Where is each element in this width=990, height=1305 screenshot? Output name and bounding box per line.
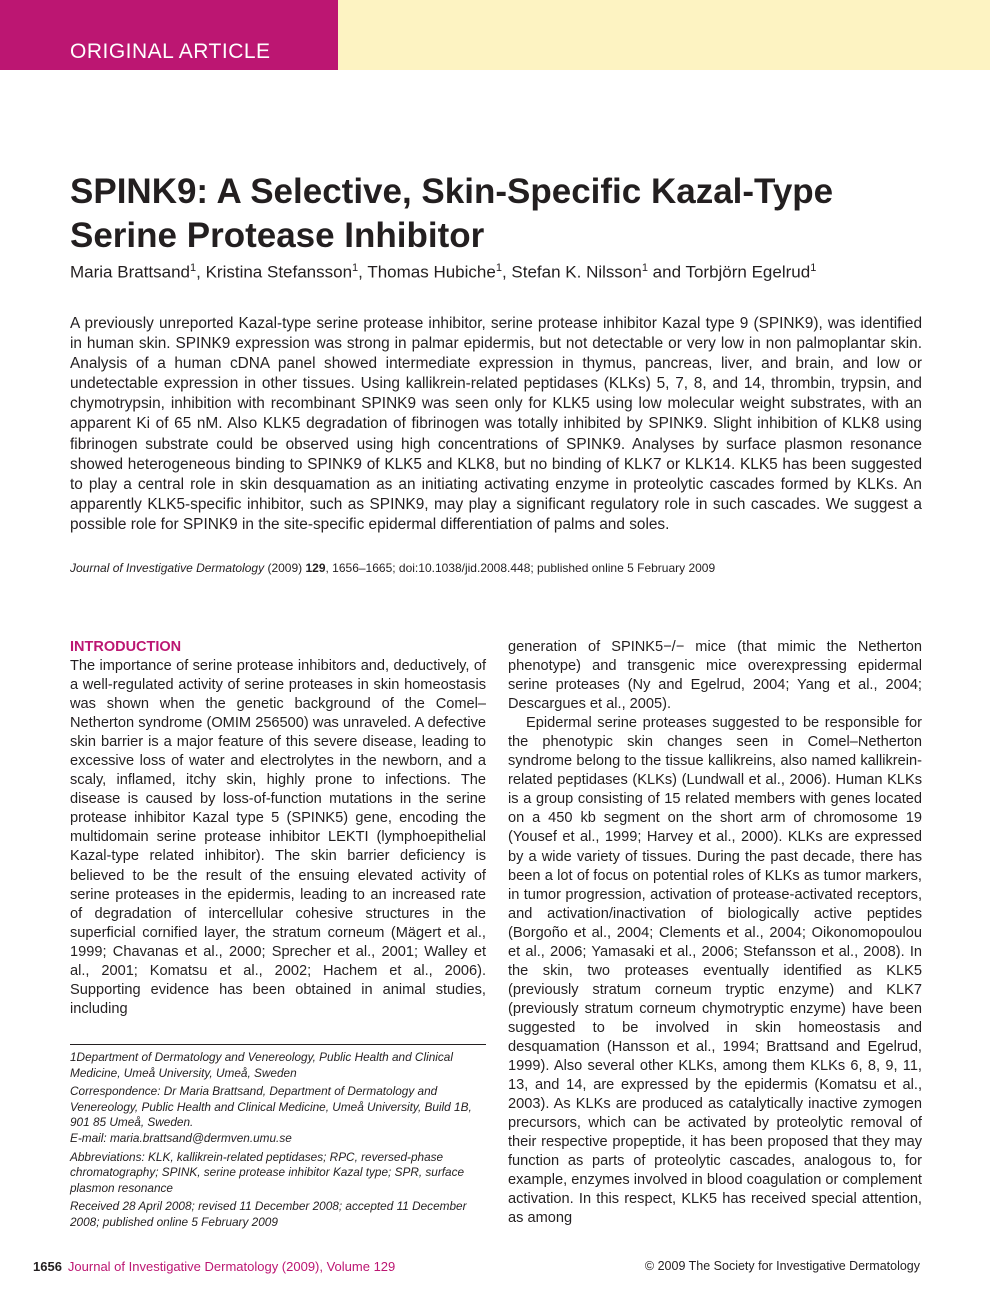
footnote-abbreviations: Abbreviations: KLK, kallikrein-related peptidases; RPC, reversed-phase chromatography; SPINK, serine protease inhibitor Kazal type; SPR, surface plasmon resonance [70,1149,465,1195]
author-separator: and [647,262,686,282]
footnote-divider [70,1044,486,1045]
footnote-affiliation: 1Department of Dermatology and Venereology, Public Health and Clinical Medicine, Umeå University, Umeå, Sweden [70,1050,453,1080]
author-separator: , [358,262,368,282]
footnotes [70,1050,486,1234]
affiliation-marker: 1 [352,262,359,274]
left-column [70,638,486,1019]
author-list [70,262,816,283]
author-name: Stefan K. Nilsson [511,262,642,282]
citation-year: (2009) [267,561,303,575]
author-separator: , [501,262,512,282]
citation-journal: Journal of Investigative Dermatology [70,561,265,575]
footnote-correspondence [70,1084,486,1146]
article-title: SPINK9: A Selective, Skin-Specific Kazal-Type Serine Protease Inhibitor [70,172,834,255]
page-number: 1656 [33,1259,62,1274]
author-name: Maria Brattsand [70,262,190,282]
affiliation-marker: 1 [495,262,502,274]
page-footer-left [33,1259,395,1274]
section-heading-introduction: INTRODUCTION [70,639,182,655]
body-paragraph: generation of SPINK5−/− mice (that mimic the Netherton phenotype) and transgenic mice overexpressing epidermal serine proteases (Ny and Egelrud, 2004; Yang et al., 2004; Descargues et al., 2005). [508,639,922,713]
body-paragraph: The importance of serine protease inhibitors and, deductively, of a well-regulated activity of serine proteases in skin homeostasis was shown when the genetic background of the Comel–Netherton syndrome (OMIM 256500) was unraveled. A defective skin barrier is a major feature of this severe disease, leading to excessive loss of water and electrolytes in the newborn, and a scaly, inflamed, itchy skin, highly prone to infections. The disease is caused by loss-of-function mutations in the serine protease inhibitor Kazal type 5 (SPINK5) gene, encoding the multidomain serine protease inhibitor LEKTI (lymphoepithelial Kazal-type related inhibitor). The skin barrier deficiency is believed to be the result of the ensuing elevated activity of serine proteases in the epidermis, leading to an increased rate of degradation of intercellular cohesive structures in the superficial cornified layer, the stratum corneum (Mägert et al., 1999; Chavanas et al., 2000; Sprecher et al., 2001; Walley et al., 2001; Komatsu et al., 2002; Hachem et al., 2006). Supporting evidence has been obtained in animal studies, including [70,658,486,1017]
abstract: A previously unreported Kazal-type serine protease inhibitor, serine protease inhibitor Kazal type 9 (SPINK9), was identified in human skin. SPINK9 expression was strong in palmar epidermis, but not detectable or very low in non palmoplantar skin. Analysis of a human cDNA panel showed intermediate expression in thymus, pancreas, liver, and brain, and low or undetectable expression in other tissues. Using kallikrein-related peptidases (KLKs) 5, 7, 8, and 14, thrombin, trypsin, and chymotrypsin, inhibition with recombinant SPINK9 was seen only for KLK5 using low molecular weight substrates, with an apparent Ki of 65 nM. Also KLK5 degradation of fibrinogen was totally inhibited by SPINK9. Slight inhibition of KLK8 using fibrinogen substrate could be observed using high concentrations of SPINK9. Analyses by surface plasmon resonance showed heterogeneous binding to SPINK9 of KLK5 and KLK8, but no binding of KLK7 or KLK14. KLK5 has been suggested to play a central role in skin desquamation as an initiating activating enzyme in proteolytic cascades formed by KLKs. An apparently KLK5-specific inhibitor, such as SPINK9, may play a significant regulatory role in such cascades. We suggest a possible role for SPINK9 in the site-specific epidermal differentiation of palms and soles. [70,315,922,533]
right-column [508,638,922,1228]
correspondence-email[interactable]: E-mail: maria.brattsand@dermven.umu.se [70,1130,292,1145]
footnote-dates: Received 28 April 2008; revised 11 December 2008; accepted 11 December 2008; published online 5 February 2009 [70,1199,467,1229]
footer-journal-ref: Journal of Investigative Dermatology (2009), Volume 129 [67,1259,396,1274]
author-name: Torbjörn Egelrud [685,262,811,282]
section-label: ORIGINAL ARTICLE [70,40,271,63]
author-name: Thomas Hubiche [367,262,496,282]
citation-pages-doi: , 1656–1665; doi:10.1038/jid.2008.448; published online 5 February 2009 [325,561,716,575]
affiliation-marker: 1 [641,262,648,274]
correspondence-text: Correspondence: Dr Maria Brattsand, Department of Dermatology and Venereology, Public Health and Clinical Medicine, Umeå University, Build 1B, 901 85 Umeå, Sweden. [70,1084,472,1130]
journal-citation [70,561,715,575]
copyright-notice: © 2009 The Society for Investigative Dermatology [644,1259,920,1273]
affiliation-marker: 1 [190,262,197,274]
author-separator: , [196,262,206,282]
body-paragraph: Epidermal serine proteases suggested to be responsible for the phenotypic skin changes seen in Comel–Netherton syndrome belong to the tissue kallikreins, also named kallikrein-related peptidases (KLKs) (Lundwall et al., 2006). Human KLKs is a group consisting of 15 related members with genes located on a 450 kb segment on the short arm of chromosome 19 (Yousef et al., 1999; Harvey et al., 2000). KLKs are expressed by a wide variety of tissues. During the past decade, there has been a lot of focus on potential roles of KLKs as tumor markers, in tumor progression, activation of protease-activated receptors, and activation/inactivation of biologically active peptides (Borgoño et al., 2004; Clements et al., 2004; Oikonomopoulou et al., 2006; Yamasaki et al., 2006; Stefansson et al., 2008). In the skin, two proteases eventually identified as KLK5 (previously stratum corneum tryptic enzyme) and KLK7 (previously stratum corneum chymotryptic enzyme) have been suggested to be involved in skin homeostasis and desquamation (Hansson et al., 1994; Brattsand and Egelrud, 1999). Also several other KLKs, among them KLKs 6, 8, 9, 11, 13, and 14, are expressed by the epidermis (Komatsu et al., 2003). As KLKs are produced as catalytically inactive zymogen precursors, which can be activated by proteolytic removal of their respective propeptide, it has been proposed that they may function as parts of proteolytic cascades, analogous to, for example, enzymes involved in blood coagulation or complement activation. In this respect, KLK5 has received special attention, as among [508,715,922,1227]
affiliation-marker: 1 [810,262,817,274]
author-name: Kristina Stefansson [205,262,353,282]
citation-volume: 129 [305,561,326,575]
